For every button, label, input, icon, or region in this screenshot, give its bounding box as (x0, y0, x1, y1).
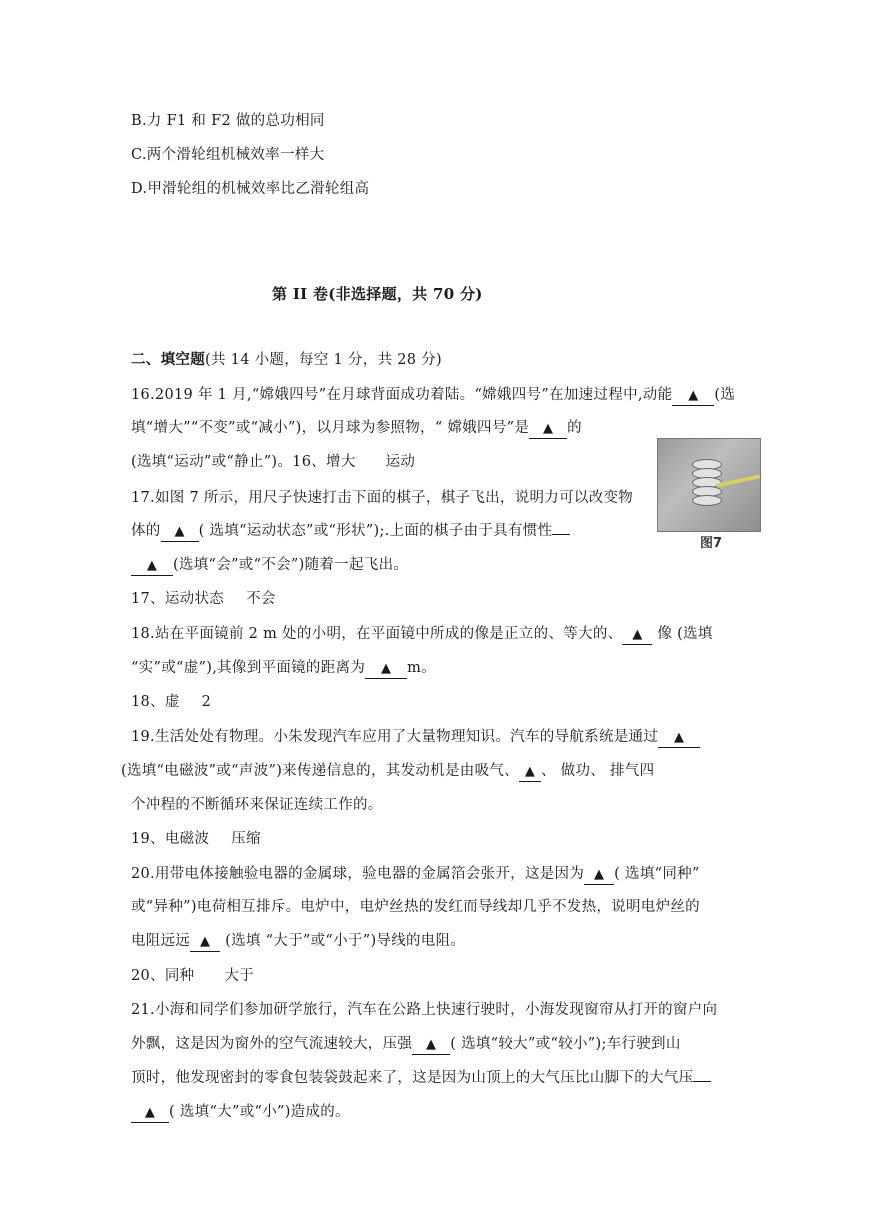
answer-blank: ▲ (190, 933, 220, 952)
q16-line-1 (131, 385, 735, 406)
q18-line-1 (131, 624, 713, 645)
q18-text: m。 (407, 660, 436, 676)
q20-answer-1: 20、同种 (131, 968, 195, 984)
q20-line-3 (131, 931, 465, 952)
q21-text: 外飘，这是因为窗外的空气流速较大，压强 (131, 1036, 413, 1052)
q17-line-2 (131, 521, 570, 542)
q16-line-2 (131, 418, 582, 439)
option-c: C.两个滑轮组机械效率一样大 (131, 147, 325, 163)
q21-text: 顶时，他发现密封的零食包装袋鼓起来了，这是因为山顶上的大气压比山脚下的大气压 (131, 1070, 694, 1086)
answer-blank: ▲ (412, 1036, 450, 1055)
q21-text: ( 选填“大”或“小”)造成的。 (169, 1104, 350, 1120)
section-header (131, 350, 442, 370)
q18-line-2 (131, 658, 436, 679)
q21-text: ( 选填“较大”或“较小”);车行驶到山 (450, 1036, 681, 1052)
q19-answer-2: 压缩 (231, 831, 261, 847)
q20-answer (131, 966, 254, 986)
section-title: 第 II 卷(非选择题，共 70 分) (272, 285, 483, 303)
answer-blank: ▲ (131, 557, 173, 576)
q19-line-3: 个冲程的不断循环来保证连续工作的。 (131, 797, 383, 813)
answer-blank: ▲ (658, 729, 700, 748)
q16-text: 16.2019 年 1 月,“嫦娥四号”在月球背面成功着陆。“嫦娥四号”在加速过程中,动能 (131, 387, 673, 403)
answer-blank: ▲ (529, 420, 567, 439)
q18-answer (131, 692, 211, 712)
q17-text: ( 选填“运动状态”或“形状”);.上面的棋子由于具有惯性 (198, 523, 553, 539)
answer-blank: ▲ (131, 1104, 169, 1123)
q18-text: 像 (选填 (657, 626, 713, 642)
q17-line-1: 17.如图 7 所示，用尺子快速打击下面的棋子，棋子飞出，说明力可以改变物 (131, 490, 634, 506)
q16-text: (选填“运动”或“静止”)。16、增大 (131, 454, 356, 470)
q20-text: 电阻远远 (131, 933, 191, 949)
q19-text: 、 做功、 排气四 (540, 763, 655, 779)
q20-line-1 (131, 864, 700, 885)
section-header-label: 二、填空题 (131, 351, 205, 368)
q16-text: (选 (714, 387, 736, 403)
q19-answer-1: 19、电磁波 (131, 831, 210, 847)
option-d: D.甲滑轮组的机械效率比乙滑轮组高 (131, 181, 370, 197)
answer-blank: ▲ (161, 523, 199, 542)
q16-line-3 (131, 452, 415, 472)
q17-text: 体的 (131, 523, 161, 539)
q21-line-1: 21.小海和同学们参加研学旅行，汽车在公路上快速行驶时，小海发现窗帘从打开的窗户向 (131, 1002, 718, 1018)
q20-line-2: 或“异种”)电荷相互排斥。电炉中，电炉丝热的发红而导线却几乎不发热，说明电炉丝的 (131, 899, 700, 915)
q19-answer (131, 829, 261, 849)
q21-line-4 (131, 1102, 350, 1123)
q16-answer: 运动 (385, 454, 416, 470)
section-header-note: (共 14 小题，每空 1 分，共 28 分) (205, 352, 442, 368)
q17-answer-2: 不会 (246, 591, 276, 607)
option-b: B.力 F1 和 F2 做的总功相同 (131, 113, 325, 129)
q20-answer-2: 大于 (224, 968, 255, 984)
q21-line-2 (131, 1034, 681, 1055)
q16-text: 填“增大”“不变”或“减小”)，以月球为参照物，“ 嫦娥四号”是 (131, 420, 530, 436)
q20-text: ( 选填“同种” (614, 866, 700, 882)
answer-blank: ▲ (365, 660, 407, 679)
q20-text: (选填 “大于”或“小于”)导线的电阻。 (225, 933, 466, 949)
q18-text: 18.站在平面镜前 2 m 处的小明，在平面镜中所成的像是正立的、等大的、 (131, 626, 623, 642)
q21-line-3 (131, 1068, 711, 1088)
q17-answer (131, 589, 276, 609)
q17-answer-1: 17、运动状态 (131, 591, 225, 607)
q18-answer-2: 2 (201, 694, 212, 710)
answer-blank: ▲ (584, 866, 614, 885)
q20-text: 20.用带电体接触验电器的金属球，验电器的金属箔会张开，这是因为 (131, 866, 585, 882)
figure-7-label: 图7 (700, 536, 723, 551)
q19-text: (选填“电磁波”或“声波”)来传递信息的，其发动机是由吸气、 (121, 763, 519, 779)
q19-line-2 (121, 761, 654, 782)
figure-7-photo (657, 438, 761, 532)
q16-text: 的 (567, 420, 582, 436)
q19-line-1 (131, 727, 700, 748)
answer-blank (693, 1081, 711, 1082)
answer-blank (552, 534, 570, 535)
q18-text: “实”或“虚”),其像到平面镜的距离为 (131, 660, 366, 676)
answer-blank: ▲ (622, 626, 652, 645)
q19-text: 19.生活处处有物理。小朱发现汽车应用了大量物理知识。汽车的导航系统是通过 (131, 729, 659, 745)
q17-text: (选填“会”或“不会”)随着一起飞出。 (173, 557, 409, 573)
answer-blank: ▲ (519, 763, 541, 782)
answer-blank: ▲ (672, 387, 714, 406)
q17-line-3 (131, 555, 408, 576)
q18-answer-1: 18、虚 (131, 694, 180, 710)
